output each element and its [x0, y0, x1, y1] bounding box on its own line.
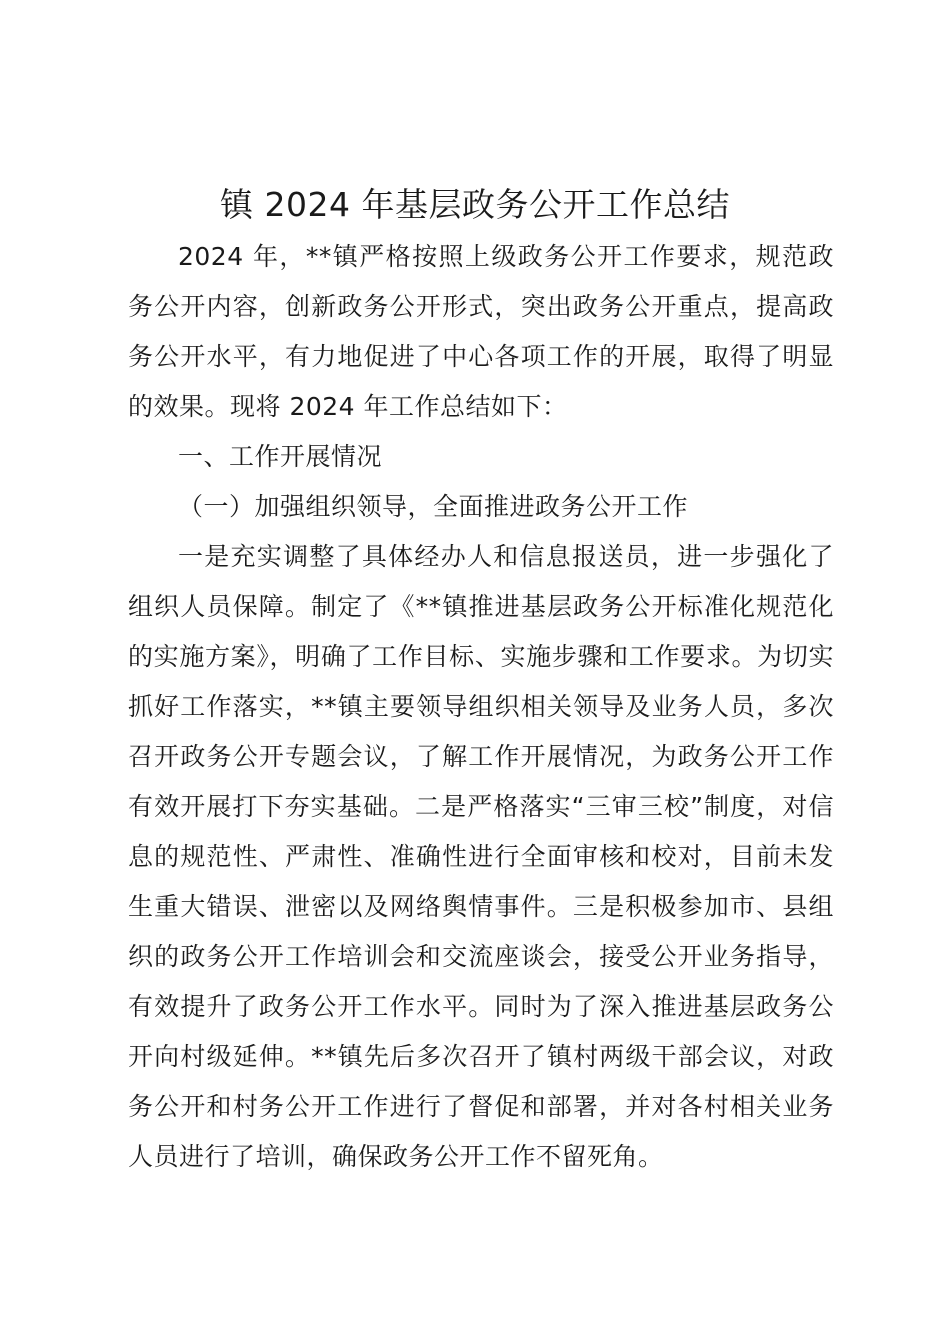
document-body [128, 232, 834, 1182]
subsection-heading: （一）加强组织领导，全面推进政务公开工作 [178, 492, 689, 521]
section-heading: 一、工作开展情况 [178, 442, 383, 471]
intro-paragraph: 2024 年，**镇严格按照上级政务公开工作要求，规范政务公开内容，创新政务公开形式，突出政务公开重点，提高政务公开水平，有力地促进了中心各项工作的开展，取得了明显的效果。现将 2024 年工作总结如下： [128, 242, 834, 421]
body-paragraph: 一是充实调整了具体经办人和信息报送员，进一步强化了组织人员保障。制定了《**镇推进基层政务公开标准化规范化的实施方案》，明确了工作目标、实施步骤和工作要求。为切实抓好工作落实，**镇主要领导组织相关领导及业务人员，多次召开政务公开专题会议，了解工作开展情况，为政务公开工作有效开展打下夯实基础。二是严格落实“三审三校”制度，对信息的规范性、严肃性、准确性进行全面审核和校对，目前未发生重大错误、泄密以及网络舆情事件。三是积极参加市、县组织的政务公开工作培训会和交流座谈会，接受公开业务指导，有效提升了政务公开工作水平。同时为了深入推进基层政务公开向村级延伸。**镇先后多次召开了镇村两级干部会议，对政务公开和村务公开工作进行了督促和部署，并对各村相关业务人员进行了培训，确保政务公开工作不留死角。 [128, 542, 834, 1171]
document-title: 镇 2024 年基层政务公开工作总结 [220, 185, 730, 224]
